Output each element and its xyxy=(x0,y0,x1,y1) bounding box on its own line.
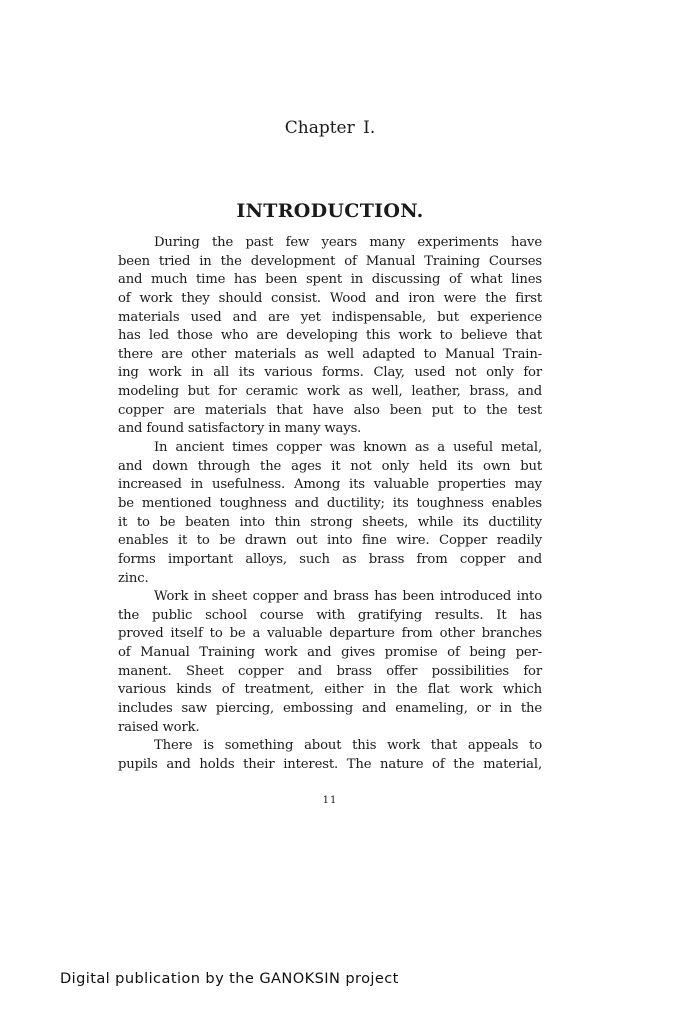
text-line: increased in usefulness. Among its valuable properties may xyxy=(118,477,542,493)
text-line: During the past few years many experiments have xyxy=(154,235,542,250)
chapter-heading: Chapter I. xyxy=(284,118,376,138)
text-line: various kinds of treatment, either in the flat work which xyxy=(118,682,542,698)
text-line: of Manual Training work and gives promise of being per- xyxy=(118,645,542,661)
text-line: and found satisfactory in many ways. xyxy=(118,421,362,437)
section-title: INTRODUCTION. xyxy=(236,200,424,222)
text-line: There is something about this work that appeals to xyxy=(154,738,542,754)
text-line: materials used and are yet indispensable, but experience xyxy=(118,309,542,325)
text-line: manent. Sheet copper and brass offer possibilities for xyxy=(118,663,542,679)
text-line: modeling but for ceramic work as well, leather, brass, and xyxy=(118,384,542,400)
page-number: 11 xyxy=(322,795,338,806)
text-line: ing work in all its various forms. Clay, used not only for xyxy=(118,365,542,381)
text-line: has led those who are developing this work to believe that xyxy=(118,328,542,344)
footer-credit: Digital publication by the GANOKSIN project xyxy=(60,970,399,987)
text-line: forms important alloys, such as brass from copper and xyxy=(118,551,542,567)
text-line: of work they should consist. Wood and iron were the first xyxy=(118,290,542,306)
text-line: zinc. xyxy=(118,570,149,586)
text-line: copper are materials that have also been put to the test xyxy=(118,402,542,418)
text-line: there are other materials as well adapted to Manual Train- xyxy=(118,346,542,362)
text-line: and down through the ages it not only held its own but xyxy=(118,458,542,474)
body-text xyxy=(118,234,542,775)
text-line: been tried in the development of Manual Training Courses xyxy=(118,253,542,269)
text-line: In ancient times copper was known as a useful metal, xyxy=(154,440,542,456)
text-line: includes saw piercing, embossing and enameling, or in the xyxy=(118,701,542,717)
text-line: enables it to be drawn out into fine wire. Copper readily xyxy=(118,533,542,549)
text-line: pupils and holds their interest. The nature of the material, xyxy=(118,756,542,772)
text-line: proved itself to be a valuable departure from other branches xyxy=(118,626,542,642)
text-line: it to be beaten into thin strong sheets, while its ductility xyxy=(118,514,542,530)
text-line: Work in sheet copper and brass has been introduced into xyxy=(154,589,542,605)
text-line: the public school course with gratifying results. It has xyxy=(118,607,542,623)
text-line: and much time has been spent in discussing of what lines xyxy=(118,272,542,288)
text-line: raised work. xyxy=(118,719,200,735)
text-line: be mentioned toughness and ductility; its toughness enables xyxy=(118,495,542,511)
